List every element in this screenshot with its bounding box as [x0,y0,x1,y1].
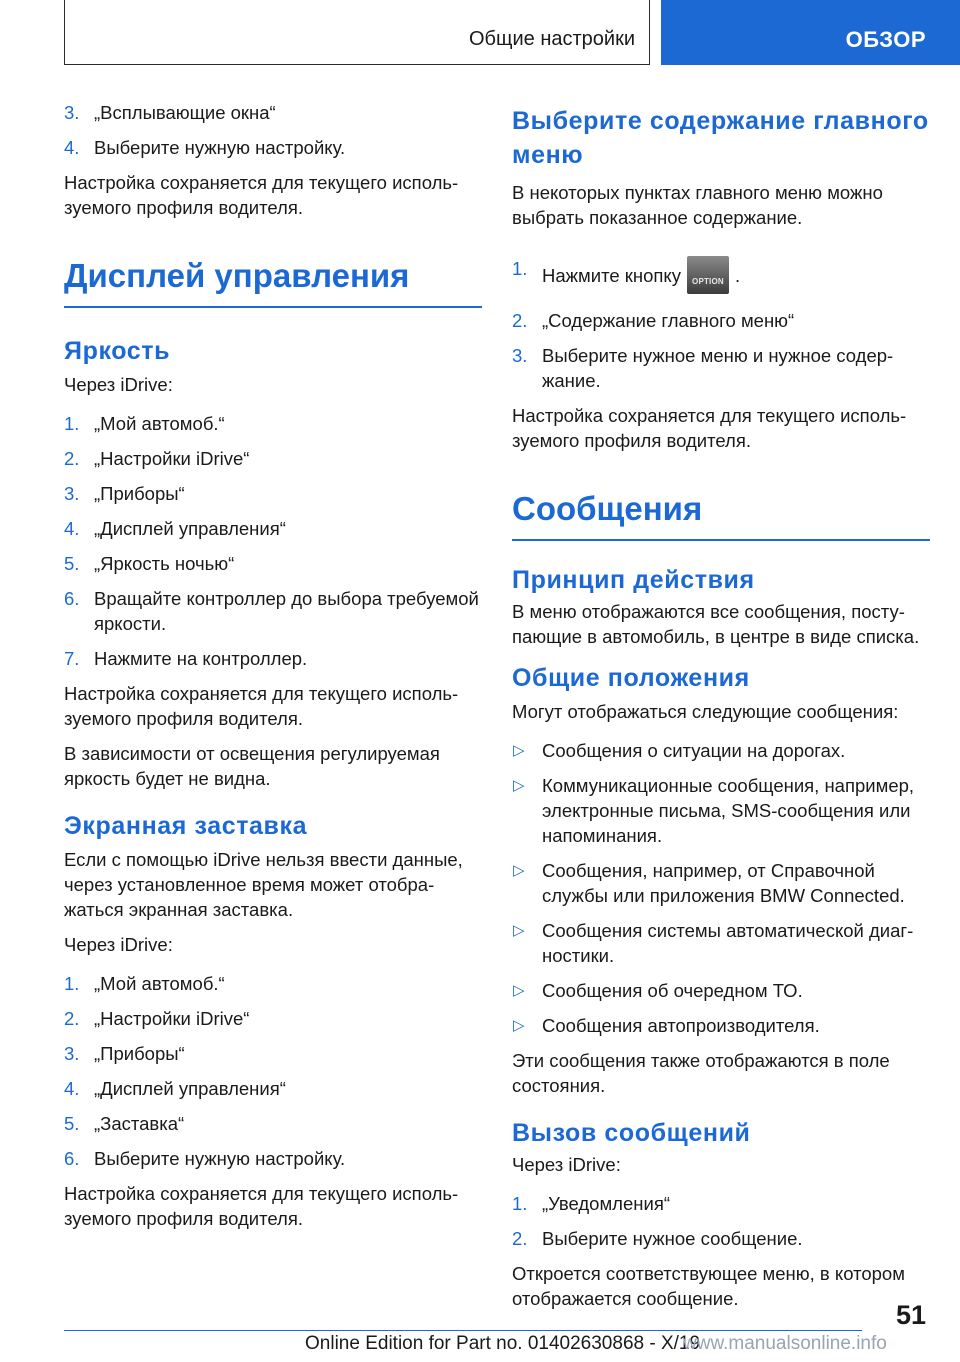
step-number: 1. [64,413,80,434]
list-item [64,586,482,636]
step-text: „Всплывающие окна“ [94,102,276,123]
step-text: „Приборы“ [94,1043,185,1064]
right-column [512,100,930,1321]
control-display-heading: Дисплей управления [64,256,482,308]
step-number: 2. [64,448,80,469]
menu-content-description: В некоторых пунктах главного меню можно выбрать показанное содержание. [512,182,883,228]
list-item [64,646,482,671]
messages-heading: Сообщения [512,489,930,541]
call-messages-intro: Через iDrive: [512,1154,621,1175]
step-text: „Яркость ночью“ [94,553,235,574]
list-item [512,978,930,1003]
step-text: „Уведомления“ [542,1193,670,1214]
screensaver-intro: Через iDrive: [64,934,173,955]
list-item [64,481,482,506]
footer-divider [64,1330,862,1331]
bullet-text: Сообщения о ситуации на дорогах. [542,740,846,761]
option-button-label: OPTION [692,277,724,286]
settings-note: Настройка сохраняется для текущего используемого профиля водителя. [64,683,459,729]
step-text: Вращайте контроллер до выбора требуемой яркости. [94,588,479,634]
step-text: „Дисплей управления“ [94,518,286,539]
principle-description: В меню отображаются все сообщения, поступающие в автомобиль, в центре в виде списка. [512,601,920,647]
list-item [512,343,930,393]
list-item [64,1076,482,1101]
list-item [512,1013,930,1038]
list-item [512,308,930,333]
option-button-icon [687,256,729,294]
list-item [64,100,482,125]
step-number: 3. [512,345,528,366]
section-header [64,0,650,65]
step-text: Нажмите кнопку [542,265,681,286]
step-text: „Приборы“ [94,483,185,504]
bullet-text: Сообщения об очередном ТО. [542,980,803,1001]
step-text: „Заставка“ [94,1113,185,1134]
triangle-right-icon: ▷ [513,742,525,759]
bullet-text: Сообщения автопроизводителя. [542,1015,820,1036]
overview-tab-label: ОБЗОР [845,27,926,52]
step-number: 4. [64,137,80,158]
general-heading: Общие положения [512,664,750,692]
brightness-heading: Яркость [64,337,171,365]
step-number: 3. [64,102,80,123]
list-item [512,858,930,908]
general-intro: Могут отображаться следующие сообщения: [512,701,899,722]
triangle-right-icon: ▷ [513,982,525,999]
step-text: Выберите нужную настройку. [94,1148,346,1169]
step-number: 5. [64,553,80,574]
bullet-text: Коммуникационные сообщения, например, электронные письма, SMS-сообщения или напоминания. [542,775,915,846]
list-item [64,1111,482,1136]
overview-tab[interactable] [661,0,960,65]
step-number: 2. [512,310,528,331]
list-item [64,135,482,160]
left-column [64,100,482,1241]
step-text: Выберите нужное сообщение. [542,1228,803,1249]
step-text: „Настройки iDrive“ [94,448,250,469]
call-messages-heading: Вызов сообщений [512,1119,751,1147]
settings-note: Настройка сохраняется для текущего используемого профиля водителя. [512,405,907,451]
list-item [64,1146,482,1171]
page-number: 51 [895,1300,926,1330]
step-number: 4. [64,1078,80,1099]
step-number: 6. [64,588,80,609]
settings-note: Настройка сохраняется для текущего используемого профиля водителя. [64,172,459,218]
step-suffix: . [734,265,741,286]
list-item [64,971,482,996]
step-text: Выберите нужную настройку. [94,137,346,158]
step-text: „Настройки iDrive“ [94,1008,250,1029]
list-item [64,446,482,471]
step-number: 2. [64,1008,80,1029]
step-number: 4. [64,518,80,539]
list-item [64,1006,482,1031]
step-text: Выберите нужное меню и нужное содержание. [542,345,894,391]
principle-heading: Принцип действия [512,566,755,594]
step-number: 3. [64,1043,80,1064]
screensaver-heading: Экранная заставка [64,812,308,840]
step-number: 3. [64,483,80,504]
call-messages-note: Откроется соответствующее меню, в котором отображается сообщение. [512,1263,905,1309]
step-number: 1. [512,258,528,279]
watermark: www.manualsonline.info [683,1333,887,1354]
edition-text: Online Edition for Part no. 01402630868 - X/19 [305,1333,701,1354]
brightness-intro: Через iDrive: [64,374,173,395]
step-number: 2. [512,1228,528,1249]
screensaver-description: Если с помощью iDrive нельзя ввести данные, через установленное время может отображаться экранная заставка. [64,849,463,920]
list-item [64,411,482,436]
triangle-right-icon: ▷ [513,922,525,939]
section-title: Общие настройки [469,28,635,50]
general-note: Эти сообщения также отображаются в поле состояния. [512,1050,890,1096]
brightness-visibility-note: В зависимости от освещения регулируемая яркость будет не видна. [64,743,440,789]
triangle-right-icon: ▷ [513,862,525,879]
list-item [512,918,930,968]
list-item [512,738,930,763]
settings-note: Настройка сохраняется для текущего используемого профиля водителя. [64,1183,459,1229]
triangle-right-icon: ▷ [513,1017,525,1034]
step-text: „Дисплей управления“ [94,1078,286,1099]
step-text: Нажмите на контроллер. [94,648,308,669]
step-text: „Мой автомоб.“ [94,973,225,994]
list-item [512,1191,930,1216]
triangle-right-icon: ▷ [513,777,525,794]
list-item [64,516,482,541]
step-number: 6. [64,1148,80,1169]
list-item [64,551,482,576]
step-text: „Мой автомоб.“ [94,413,225,434]
list-item [512,773,930,848]
step-number: 7. [64,648,80,669]
step-number: 5. [64,1113,80,1134]
menu-content-heading: Выберите содержание главного меню [512,107,929,169]
step-number: 1. [64,973,80,994]
bullet-text: Сообщения системы автоматической диагностики. [542,920,914,966]
list-item [512,1226,930,1251]
list-item [512,256,930,294]
list-item [64,1041,482,1066]
bullet-text: Сообщения, например, от Справочной службы или приложения BMW Connected. [542,860,905,906]
step-number: 1. [512,1193,528,1214]
step-text: „Содержание главного меню“ [542,310,795,331]
